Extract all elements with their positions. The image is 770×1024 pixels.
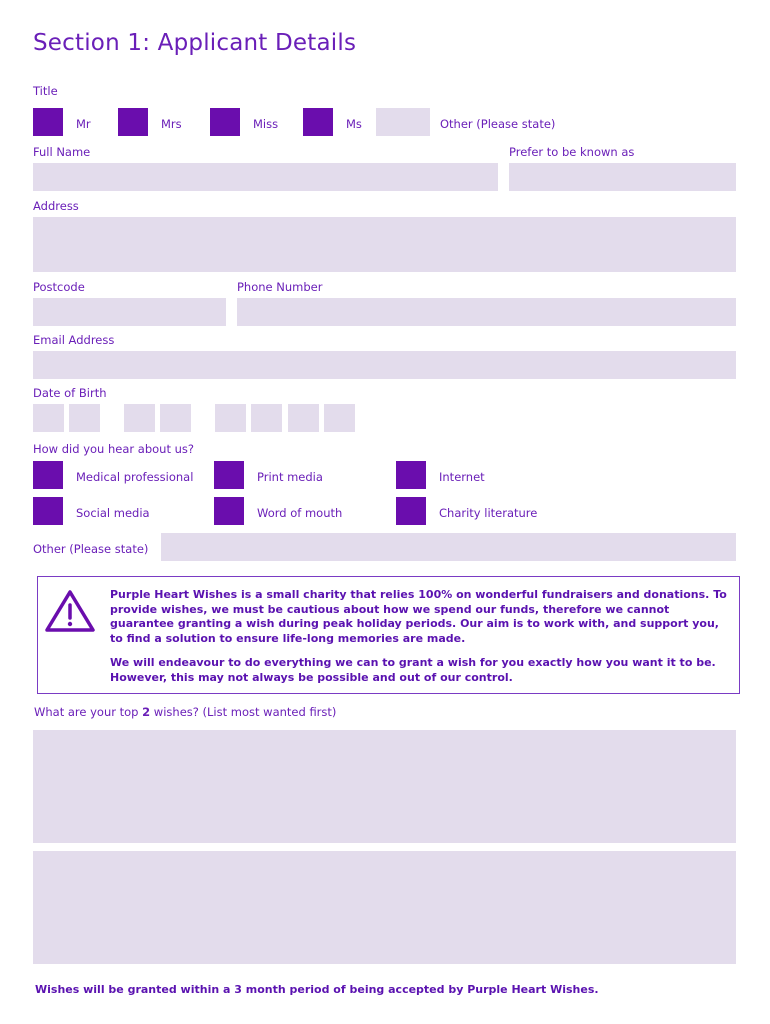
hear-other-field[interactable] <box>161 533 736 561</box>
dob-year-3-field[interactable] <box>288 404 319 432</box>
hear-label: How did you hear about us? <box>33 442 194 456</box>
footer-note: Wishes will be granted within a 3 month period of being accepted by Purple Heart Wishes. <box>35 983 599 996</box>
dob-day-1-field[interactable] <box>33 404 64 432</box>
dob-day-2-field[interactable] <box>69 404 100 432</box>
email-label: Email Address <box>33 333 115 347</box>
title-mr-checkbox[interactable] <box>33 108 63 136</box>
dob-year-1-field[interactable] <box>215 404 246 432</box>
hear-charity-checkbox[interactable] <box>396 497 426 525</box>
title-other-label: Other (Please state) <box>440 117 556 131</box>
title-miss-label: Miss <box>253 117 279 131</box>
hear-charity-label: Charity literature <box>439 506 538 520</box>
hear-print-checkbox[interactable] <box>214 461 244 489</box>
hear-social-checkbox[interactable] <box>33 497 63 525</box>
address-field[interactable] <box>33 217 736 272</box>
notice-paragraph-2: We will endeavour to do everything we can to grant a wish for you exactly how you want it to be. However, this may not always be possible and out of our control. <box>110 656 716 684</box>
postcode-field[interactable] <box>33 298 226 326</box>
dob-month-2-field[interactable] <box>160 404 191 432</box>
hear-medical-label: Medical professional <box>76 470 194 484</box>
page-title: Section 1: Applicant Details <box>33 30 357 56</box>
title-label: Title <box>33 84 58 98</box>
title-other-field[interactable] <box>376 108 430 136</box>
dob-label: Date of Birth <box>33 386 107 400</box>
notice-paragraph-1: Purple Heart Wishes is a small charity that relies 100% on wonderful fundraisers and donations. To provide wishes, we must be cautious about how we spend our funds, therefore we cannot guarantee granting a wish during peak holiday periods. Our aim is to work with, and support you, to find a solution to ensure life-long memories are made. <box>110 588 727 645</box>
title-ms-label: Ms <box>346 117 362 131</box>
prefer-known-as-field[interactable] <box>509 163 736 191</box>
title-ms-checkbox[interactable] <box>303 108 333 136</box>
prefer-known-as-label: Prefer to be known as <box>509 145 635 159</box>
hear-other-label: Other (Please state) <box>33 542 149 556</box>
title-mrs-checkbox[interactable] <box>118 108 148 136</box>
postcode-label: Postcode <box>33 280 85 294</box>
title-mrs-label: Mrs <box>161 117 182 131</box>
title-miss-checkbox[interactable] <box>210 108 240 136</box>
hear-social-label: Social media <box>76 506 150 520</box>
hear-word-label: Word of mouth <box>257 506 343 520</box>
wishes-label-post: wishes? (List most wanted first) <box>150 705 337 719</box>
hear-print-label: Print media <box>257 470 323 484</box>
title-mr-label: Mr <box>76 117 91 131</box>
full-name-field[interactable] <box>33 163 498 191</box>
dob-year-4-field[interactable] <box>324 404 355 432</box>
hear-word-checkbox[interactable] <box>214 497 244 525</box>
hear-medical-checkbox[interactable] <box>33 461 63 489</box>
hear-internet-checkbox[interactable] <box>396 461 426 489</box>
email-field[interactable] <box>33 351 736 379</box>
phone-field[interactable] <box>237 298 736 326</box>
warning-icon <box>44 588 96 638</box>
wish-1-field[interactable] <box>33 730 736 843</box>
wishes-label-count: 2 <box>142 705 151 719</box>
dob-year-2-field[interactable] <box>251 404 282 432</box>
wishes-label <box>34 705 336 719</box>
dob-month-1-field[interactable] <box>124 404 155 432</box>
address-label: Address <box>33 199 79 213</box>
full-name-label: Full Name <box>33 145 91 159</box>
phone-label: Phone Number <box>237 280 323 294</box>
wishes-label-pre: What are your top <box>34 705 143 719</box>
wish-2-field[interactable] <box>33 851 736 964</box>
hear-internet-label: Internet <box>439 470 485 484</box>
